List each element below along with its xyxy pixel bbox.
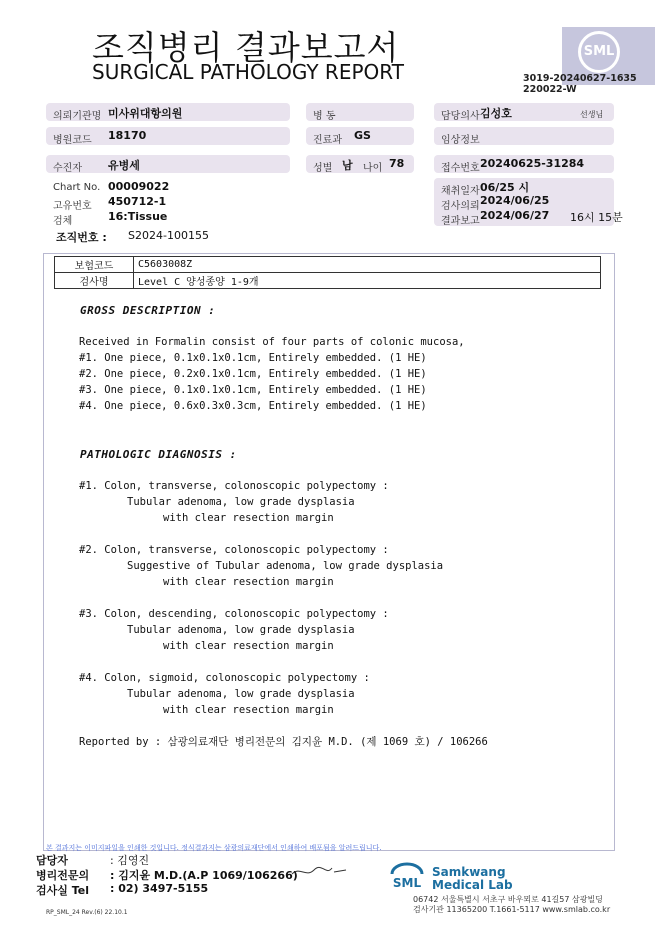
- diagnosis-margin: with clear resection margin: [163, 576, 334, 588]
- report-title-english: SURGICAL PATHOLOGY REPORT: [92, 60, 404, 84]
- table-row: [55, 257, 601, 273]
- requesting-org-value: 미사위대항의원: [108, 107, 183, 120]
- specimen-label: 검체: [53, 216, 73, 227]
- report-id: [523, 73, 651, 95]
- report-id-line1: 3019-20240627-1635: [523, 73, 637, 84]
- chart-no-value: 00009022: [108, 180, 170, 193]
- age-label: 나이: [363, 163, 383, 174]
- age-value: 78: [389, 157, 405, 170]
- staff-label: 담당자: [36, 854, 68, 867]
- requesting-org-label: 의뢰기관명: [53, 111, 102, 122]
- ward-label: 병 동: [313, 111, 336, 122]
- diagnosis-site: #3. Colon, descending, colonoscopic polypectomy :: [79, 608, 389, 620]
- clinical-info-label: 임상정보: [441, 135, 480, 146]
- gross-line: #2. One piece, 0.2x0.1x0.1cm, Entirely embedded. (1 HE): [79, 368, 427, 380]
- doctor-label: 담당의사: [441, 111, 480, 122]
- unique-no-value: 450712-1: [108, 195, 167, 208]
- lab-name-line2: Medical Lab: [432, 878, 513, 892]
- request-date-label: 검사의뢰: [441, 201, 480, 212]
- patient-value: 유병세: [108, 159, 140, 172]
- insurance-code-value: C5603008Z: [134, 257, 601, 273]
- chart-no-label: Chart No.: [53, 182, 101, 193]
- lab-address-line: 06742 서울특별시 서초구 바우뫼로 41길57 삼광빌딩: [413, 895, 603, 904]
- lab-tel-value: : 02) 3497-5155: [110, 882, 209, 895]
- staff-value: : 김영진: [110, 854, 150, 867]
- receipt-value: 20240625-31284: [480, 157, 585, 170]
- unique-no-label: 고유번호: [53, 201, 92, 212]
- pathologist-value: : 김지윤 M.D.(A.P 1069/106266): [110, 869, 298, 882]
- test-name-value: Level C 양성종양 1-9개: [134, 273, 601, 289]
- lab-registration-line: 검사기관 11365200 T.1661-5117 www.smlab.co.kr: [413, 905, 611, 914]
- request-date-value: 2024/06/25: [480, 194, 550, 207]
- report-id-line2: 220022-W: [523, 84, 577, 95]
- collect-date-label: 채취일자: [441, 186, 480, 197]
- diagnosis-item: [79, 670, 488, 718]
- diagnosis-text: Suggestive of Tubular adenoma, low grade dysplasia: [127, 560, 444, 572]
- diagnosis-margin: with clear resection margin: [163, 640, 334, 652]
- sex-value: 남: [342, 159, 353, 172]
- diagnosis-item: [79, 478, 488, 526]
- result-date-value: 2024/06/27: [480, 209, 550, 222]
- doctor-suffix: 선생님: [580, 110, 604, 119]
- lab-tel-label: 검사실 Tel: [36, 884, 89, 897]
- diagnosis-site: #2. Colon, transverse, colonoscopic polypectomy :: [79, 544, 389, 556]
- sml-logo-icon: SML: [578, 31, 620, 73]
- lab-name: [432, 866, 513, 892]
- gross-line: Received in Formalin consist of four parts of colonic mucosa,: [79, 336, 465, 348]
- dept-value: GS: [354, 129, 371, 142]
- lab-name-line1: Samkwang: [432, 865, 506, 879]
- insurance-code-label: 보험코드: [55, 257, 134, 273]
- gross-line: #4. One piece, 0.6x0.3x0.3cm, Entirely embedded. (1 HE): [79, 400, 427, 412]
- diagnosis-margin: with clear resection margin: [163, 704, 334, 716]
- test-info-table: [54, 256, 601, 289]
- diagnosis-body: [79, 478, 488, 750]
- sml-lab-logo-text: SML: [392, 876, 422, 890]
- patient-label: 수진자: [53, 163, 82, 174]
- diagnosis-item: [79, 606, 488, 654]
- diagnosis-site: #1. Colon, transverse, colonoscopic polypectomy :: [79, 480, 389, 492]
- diagnosis-site: #4. Colon, sigmoid, colonoscopic polypectomy :: [79, 672, 370, 684]
- result-date-label: 결과보고: [441, 216, 480, 227]
- patient-field: [46, 155, 290, 173]
- pathologic-diagnosis-heading: PATHOLOGIC DIAGNOSIS :: [80, 448, 237, 461]
- table-row: [55, 273, 601, 289]
- diagnosis-item: [79, 542, 488, 590]
- diagnosis-text: Tubular adenoma, low grade dysplasia: [127, 624, 355, 636]
- pathologist-label: 병리전문의: [36, 869, 90, 882]
- test-name-label: 검사명: [55, 273, 134, 289]
- tissue-no-label: 조직번호 :: [56, 231, 107, 244]
- diagnosis-text: Tubular adenoma, low grade dysplasia: [127, 688, 355, 700]
- result-time-value: 16시 15분: [570, 211, 623, 224]
- reported-by: Reported by : 삼광의료재단 병리전문의 김지윤 M.D. (제 1069 호) / 106266: [79, 736, 488, 748]
- form-code: RP_SML_24 Rev.(6) 22.10.1: [46, 909, 128, 916]
- report-title-korean: 조직병리 결과보고서: [92, 28, 400, 67]
- signature-icon: [290, 862, 350, 880]
- gross-description-heading: GROSS DESCRIPTION :: [80, 304, 216, 317]
- lab-address: [413, 895, 610, 915]
- gross-line: #1. One piece, 0.1x0.1x0.1cm, Entirely embedded. (1 HE): [79, 352, 427, 364]
- diagnosis-text: Tubular adenoma, low grade dysplasia: [127, 496, 355, 508]
- sml-lab-logo-icon: [388, 862, 426, 890]
- dept-label: 진료과: [313, 135, 342, 146]
- hospital-code-value: 18170: [108, 129, 147, 142]
- gross-description-body: [79, 334, 465, 414]
- specimen-value: 16:Tissue: [108, 210, 168, 223]
- sex-label: 성별: [313, 163, 333, 174]
- tissue-no-value: S2024-100155: [128, 229, 209, 242]
- gross-line: #3. One piece, 0.1x0.1x0.1cm, Entirely embedded. (1 HE): [79, 384, 427, 396]
- receipt-label: 접수번호: [441, 163, 480, 174]
- hospital-code-label: 병원코드: [53, 135, 92, 146]
- collect-date-value: 06/25 시: [480, 181, 530, 194]
- doctor-value: 김성호: [480, 107, 512, 120]
- print-notice: 본 결과지는 이미지파일을 인쇄한 것입니다. 정식결과지는 삼광의료재단에서 인쇄하여 배포됨을 알려드립니다.: [46, 844, 382, 852]
- diagnosis-margin: with clear resection margin: [163, 512, 334, 524]
